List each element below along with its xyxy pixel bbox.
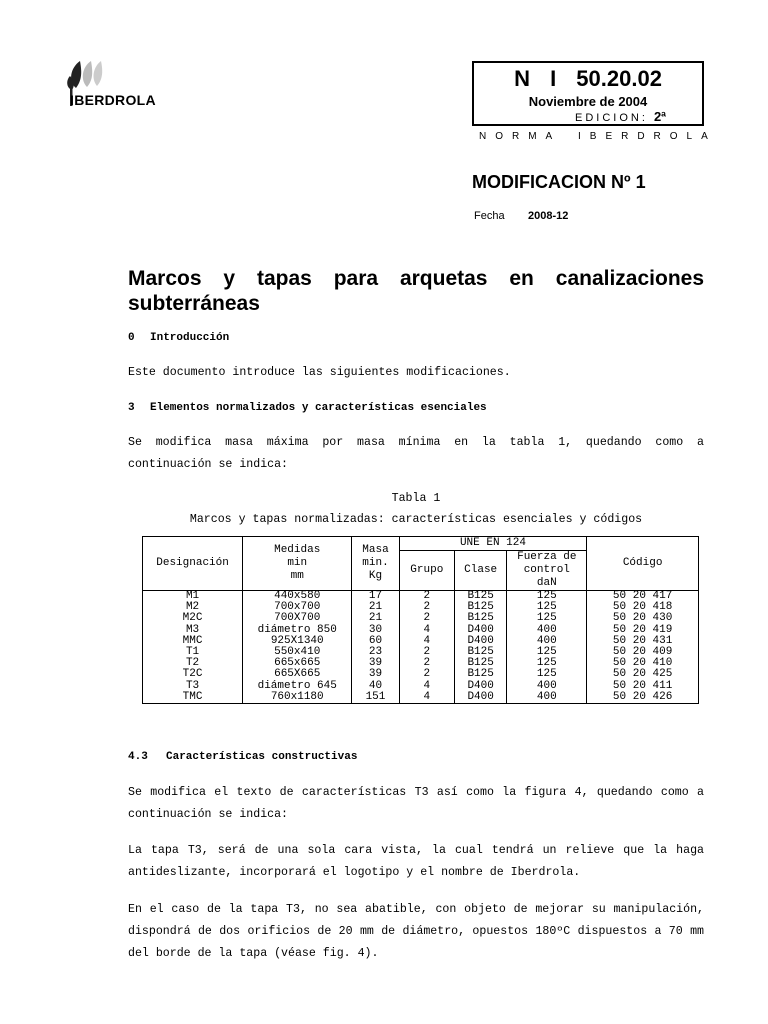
cell-grupo: 4 xyxy=(399,625,454,636)
cell-masa: 17 xyxy=(352,591,399,603)
section-4-3-heading xyxy=(128,751,357,763)
cell-medidas: 665x665 xyxy=(243,658,352,669)
cell-codigo: 50 20 431 xyxy=(587,636,699,647)
iberdrola-label: IBERDROLA xyxy=(578,131,717,142)
header-medidas xyxy=(243,537,352,591)
cell-masa: 39 xyxy=(352,669,399,680)
cell-medidas: 700X700 xyxy=(243,613,352,624)
cell-masa: 39 xyxy=(352,658,399,669)
fecha-value: 2008-12 xyxy=(528,210,569,222)
cell-clase: B125 xyxy=(454,669,506,680)
header-grupo: Grupo xyxy=(399,551,454,591)
cell-grupo: 4 xyxy=(399,681,454,692)
edition-value: 2ª xyxy=(653,109,666,124)
table-caption: Tabla 1 xyxy=(391,492,441,505)
cell-masa: 40 xyxy=(352,681,399,692)
section-3-heading xyxy=(128,402,487,414)
cell-fuerza: 400 xyxy=(507,692,587,704)
norm-table xyxy=(142,536,699,704)
table-subtitle: Marcos y tapas normalizadas: características esenciales y códigos xyxy=(189,513,643,526)
cell-fuerza: 125 xyxy=(507,669,587,680)
cell-codigo: 50 20 430 xyxy=(587,613,699,624)
header-line: control xyxy=(523,564,570,576)
header-line: Medidas xyxy=(274,544,321,556)
cell-codigo: 50 20 417 xyxy=(587,591,699,603)
section-number: 3 xyxy=(128,402,135,414)
header-clase: Clase xyxy=(454,551,506,591)
logo-text: IBERDROLA xyxy=(70,92,156,108)
cell-designacion: T3 xyxy=(143,681,243,692)
cell-medidas: 700x700 xyxy=(243,602,352,613)
cell-designacion: T2 xyxy=(143,658,243,669)
edition-label: EDICION: xyxy=(574,112,648,124)
cell-fuerza: 400 xyxy=(507,625,587,636)
cell-masa: 23 xyxy=(352,647,399,658)
cell-fuerza: 125 xyxy=(507,591,587,603)
cell-grupo: 2 xyxy=(399,613,454,624)
cell-codigo: 50 20 411 xyxy=(587,681,699,692)
fecha-label: Fecha xyxy=(474,210,505,222)
cell-grupo: 4 xyxy=(399,692,454,704)
cell-codigo: 50 20 426 xyxy=(587,692,699,704)
cell-designacion: T1 xyxy=(143,647,243,658)
cell-clase: D400 xyxy=(454,681,506,692)
header-line: mm xyxy=(290,570,304,582)
cell-fuerza: 125 xyxy=(507,658,587,669)
header-line: daN xyxy=(536,577,557,589)
cell-fuerza: 125 xyxy=(507,602,587,613)
section-4-3-text-1: Se modifica el texto de características T3 así como la figura 4, quedando como a continuación se indica: xyxy=(128,786,704,821)
cell-clase: B125 xyxy=(454,613,506,624)
cell-grupo: 4 xyxy=(399,636,454,647)
cell-clase: D400 xyxy=(454,636,506,647)
header-line: min. xyxy=(362,557,389,569)
modification-title: MODIFICACION Nº 1 xyxy=(472,172,646,192)
cell-grupo: 2 xyxy=(399,591,454,603)
header-line: Masa xyxy=(362,544,389,556)
section-3-text: Se modifica masa máxima por masa mínima en la tabla 1, quedando como a continuación se indica: xyxy=(128,436,704,471)
cell-medidas: 760x1180 xyxy=(243,692,352,704)
cell-clase: B125 xyxy=(454,647,506,658)
cell-masa: 21 xyxy=(352,613,399,624)
cell-grupo: 2 xyxy=(399,602,454,613)
header-line: min xyxy=(287,557,308,569)
header-codigo: Código xyxy=(587,537,699,591)
table-row xyxy=(143,613,699,624)
section-4-3-text-2: La tapa T3, será de una sola cara vista, la cual tendrá un relieve que la haga antideslizante, incorporará el logotipo y el nombre de Iberdrola. xyxy=(128,844,704,879)
section-4-3-text-3: En el caso de la tapa T3, no sea abatible, con objeto de mejorar su manipulación, dispondrá de dos orificios de 20 mm de diámetro, opuestos 180ºC dispuestos a 70 mm del borde de la tapa (véase fig. 4). xyxy=(128,903,704,960)
cell-designacion: M2C xyxy=(143,613,243,624)
header-line: Kg xyxy=(368,570,383,582)
document-title: Marcos y tapas para arquetas en canalizaciones subterráneas xyxy=(128,267,704,315)
cell-codigo: 50 20 410 xyxy=(587,658,699,669)
section-0-text: Este documento introduce las siguientes modificaciones. xyxy=(128,366,511,379)
cell-medidas: diámetro 850 xyxy=(243,625,352,636)
header-designacion: Designación xyxy=(143,537,243,591)
cell-medidas: 440x580 xyxy=(243,591,352,603)
cell-clase: D400 xyxy=(454,625,506,636)
header-line: Fuerza de xyxy=(517,551,577,563)
cell-designacion: M1 xyxy=(143,591,243,603)
cell-grupo: 2 xyxy=(399,669,454,680)
cell-codigo: 50 20 425 xyxy=(587,669,699,680)
edition xyxy=(575,109,666,124)
norm-box xyxy=(472,61,704,126)
cell-fuerza: 125 xyxy=(507,613,587,624)
cell-clase: B125 xyxy=(454,602,506,613)
section-number: 0 xyxy=(128,332,135,344)
header-fuerza xyxy=(507,551,587,591)
cell-designacion: MMC xyxy=(143,636,243,647)
norm-code: N I 50.20.02 xyxy=(514,66,662,91)
section-number: 4.3 xyxy=(128,751,148,763)
cell-clase: D400 xyxy=(454,692,506,704)
section-title: Características constructivas xyxy=(166,751,358,763)
cell-designacion: TMC xyxy=(143,692,243,704)
cell-fuerza: 400 xyxy=(507,636,587,647)
cell-fuerza: 400 xyxy=(507,681,587,692)
norm-date: Noviembre de 2004 xyxy=(528,94,648,109)
section-title: Introducción xyxy=(150,332,230,344)
cell-codigo: 50 20 418 xyxy=(587,602,699,613)
table-row xyxy=(143,669,699,680)
header-masa xyxy=(352,537,399,591)
cell-designacion: T2C xyxy=(143,669,243,680)
cell-masa: 30 xyxy=(352,625,399,636)
cell-fuerza: 125 xyxy=(507,647,587,658)
cell-medidas: 925X1340 xyxy=(243,636,352,647)
cell-designacion: M2 xyxy=(143,602,243,613)
section-0-heading xyxy=(128,332,229,344)
cell-masa: 151 xyxy=(352,692,399,704)
section-title: Elementos normalizados y características esenciales xyxy=(150,402,487,414)
cell-medidas: 665X665 xyxy=(243,669,352,680)
cell-masa: 60 xyxy=(352,636,399,647)
cell-medidas: 550x410 xyxy=(243,647,352,658)
cell-grupo: 2 xyxy=(399,658,454,669)
cell-grupo: 2 xyxy=(399,647,454,658)
cell-clase: B125 xyxy=(454,591,506,603)
norma-label: NORMA xyxy=(479,131,562,142)
header-une: UNE EN 124 xyxy=(399,537,587,551)
cell-codigo: 50 20 409 xyxy=(587,647,699,658)
cell-clase: B125 xyxy=(454,658,506,669)
cell-medidas: diámetro 645 xyxy=(243,681,352,692)
cell-masa: 21 xyxy=(352,602,399,613)
cell-designacion: M3 xyxy=(143,625,243,636)
table-row xyxy=(143,692,699,704)
cell-codigo: 50 20 419 xyxy=(587,625,699,636)
